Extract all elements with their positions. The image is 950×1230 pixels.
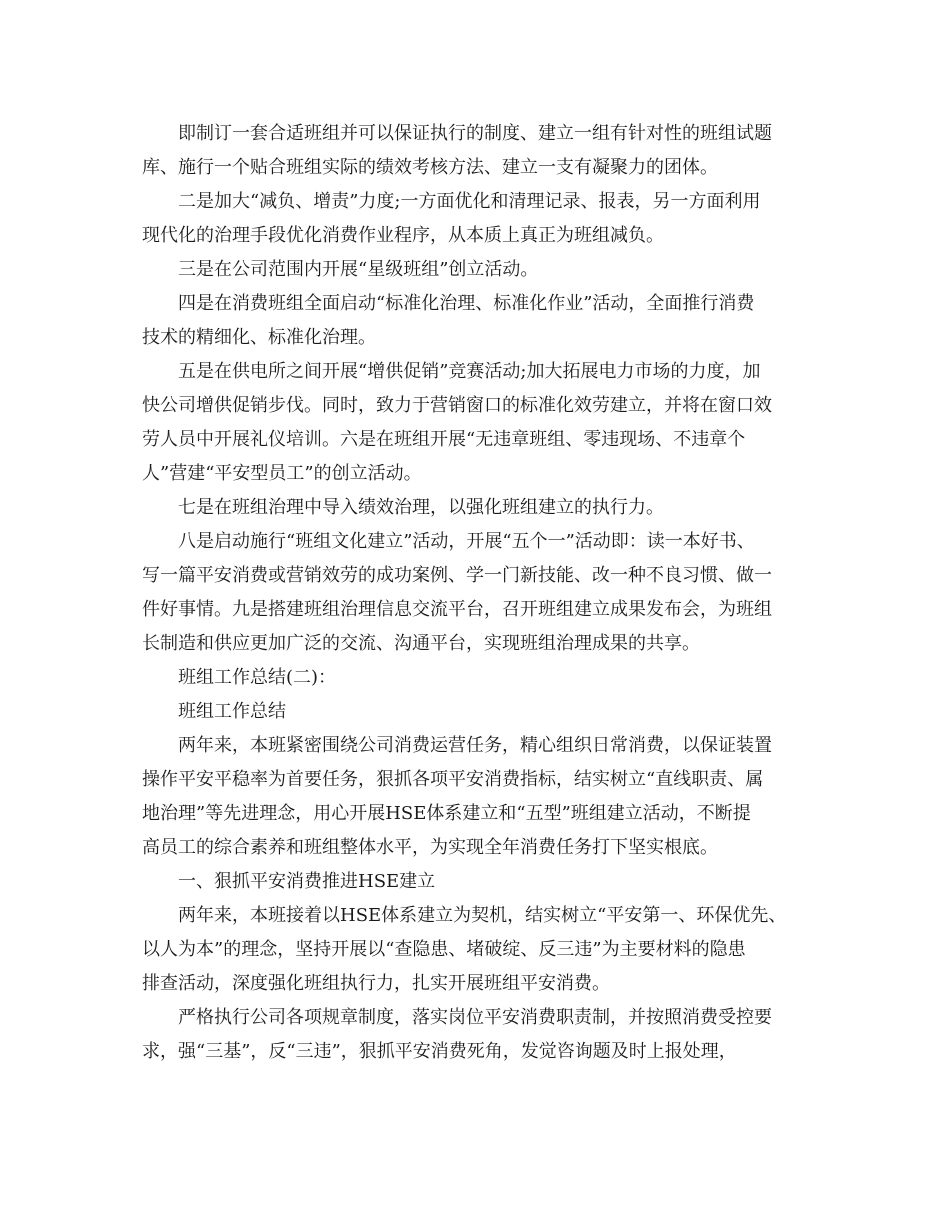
text-line: 地治理”等先进理念，用心开展HSE体系建立和“五型”班组建立活动，不断提 <box>142 803 751 824</box>
text-line: 库、施行一个贴合班组实际的绩效考核方法、建立一支有凝聚力的团体。 <box>142 157 718 178</box>
text-line: 班组工作总结 <box>178 701 286 722</box>
text-line: 两年来，本班紧密围绕公司消费运营任务，精心组织日常消费，以保证装置 <box>178 735 772 756</box>
text-line: 四是在消费班组全面启动“标准化治理、标准化作业”活动，全面推行消费 <box>178 293 755 314</box>
text-line: 排查活动，深度强化班组执行力，扎实开展班组平安消费。 <box>142 973 610 994</box>
text-line: 件好事情。九是搭建班组治理信息交流平台，召开班组建立成果发布会，为班组 <box>142 599 772 620</box>
text-line: 技术的精细化、标准化治理。 <box>142 327 376 348</box>
text-line: 二是加大“减负、增责”力度;一方面优化和清理记录、报表，另一方面利用 <box>178 191 761 212</box>
text-line: 长制造和供应更加广泛的交流、沟通平台，实现班组治理成果的共享。 <box>142 633 700 654</box>
text-line: 五是在供电所之间开展“增供促销”竞赛活动;加大拓展电力市场的力度，加 <box>178 361 761 382</box>
text-line: 八是启动施行“班组文化建立”活动，开展“五个一”活动即：读一本好书、 <box>178 531 755 552</box>
text-line: 七是在班组治理中导入绩效治理，以强化班组建立的执行力。 <box>178 497 664 518</box>
text-line: 以人为本”的理念，坚持开展以“查隐患、堵破绽、反三违”为主要材料的隐患 <box>142 939 746 960</box>
text-line: 求，强“三基”，反“三违”，狠抓平安消费死角，发觉咨询题及时上报处理， <box>142 1041 737 1062</box>
text-line: 一、狠抓平安消费推进HSE建立 <box>178 871 436 892</box>
text-line: 两年来，本班接着以HSE体系建立为契机，结实树立“平安第一、环保优先、 <box>178 905 787 926</box>
text-line: 劳人员中开展礼仪培训。六是在班组开展“无违章班组、零违现场、不违章个 <box>142 429 746 450</box>
text-line: 写一篇平安消费或营销效劳的成功案例、学一门新技能、改一种不良习惯、做一 <box>142 565 772 586</box>
text-line: 现代化的治理手段优化消费作业程序，从本质上真正为班组减负。 <box>142 225 664 246</box>
text-line: 三是在公司范围内开展“星级班组”创立活动。 <box>178 259 539 280</box>
text-line: 即制订一套合适班组并可以保证执行的制度、建立一组有针对性的班组试题 <box>178 123 772 144</box>
document-body <box>142 117 810 1069</box>
text-line: 人”营建“平安型员工”的创立活动。 <box>142 463 422 484</box>
text-line: 操作平安平稳率为首要任务，狠抓各项平安消费指标，结实树立“直线职责、属 <box>142 769 764 790</box>
text-line: 严格执行公司各项规章制度，落实岗位平安消费职责制，并按照消费受控要 <box>178 1007 772 1028</box>
text-line: 快公司增供促销步伐。同时，致力于营销窗口的标准化效劳建立，并将在窗口效 <box>142 395 772 416</box>
text-line: 班组工作总结(二)： <box>178 667 337 688</box>
text-line: 高员工的综合素养和班组整体水平，为实现全年消费任务打下坚实根底。 <box>142 837 718 858</box>
